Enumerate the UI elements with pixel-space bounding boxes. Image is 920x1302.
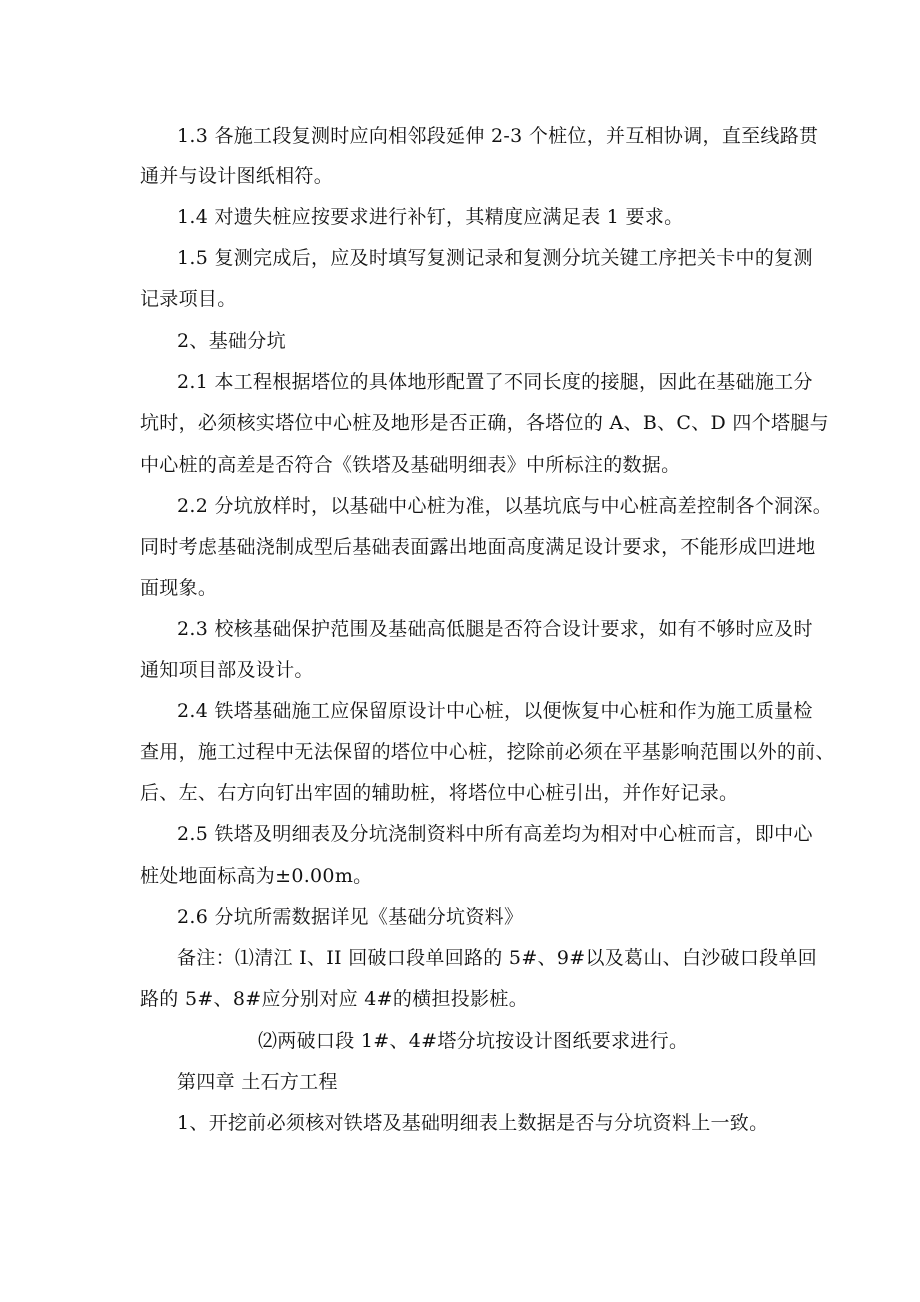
paragraph-2-1-line-1: 2.1 本工程根据塔位的具体地形配置了不同长度的接腿，因此在基础施工分 [177,371,813,393]
note-line-2: 路的 5#、8#应分别对应 4#的横担投影桩。 [140,988,529,1010]
paragraph-2-6: 2.6 分坑所需数据详见《基础分坑资料》 [177,906,524,928]
paragraph-1-5-line-1: 1.5 复测完成后，应及时填写复测记录和复测分坑关键工序把关卡中的复测 [177,247,813,269]
paragraph-1-5-line-2: 记录项目。 [140,288,237,310]
paragraph-2-4-line-1: 2.4 铁塔基础施工应保留原设计中心桩，以便恢复中心桩和作为施工质量检 [177,700,813,722]
paragraph-2-3-line-2: 通知项目部及设计。 [140,659,314,681]
paragraph-1-3-line-2: 通并与设计图纸相符。 [140,165,334,187]
paragraph-2-1-line-3: 中心桩的高差是否符合《铁塔及基础明细表》中所标注的数据。 [140,454,681,476]
paragraph-ch4-1: 1、开挖前必须核对铁塔及基础明细表上数据是否与分坑资料上一致。 [177,1112,769,1134]
paragraph-2-4-line-3: 后、左、右方向钉出牢固的辅助桩，将塔位中心桩引出，并作好记录。 [140,782,739,804]
paragraph-2-1-line-2: 坑时，必须核实塔位中心桩及地形是否正确，各塔位的 A、B、C、D 四个塔腿与 [140,412,829,434]
paragraph-2-2-line-1: 2.2 分坑放样时，以基础中心桩为准，以基坑底与中心桩高差控制各个洞深。 [177,495,833,517]
note-line-1: 备注：⑴清江 I、II 回破口段单回路的 5#、9#以及葛山、白沙破口段单回 [177,947,818,969]
paragraph-2-5-line-2: 桩处地面标高为±0.00m。 [140,865,373,887]
paragraph-1-3-line-1: 1.3 各施工段复测时应向相邻段延伸 2-3 个桩位，并互相协调，直至线路贯 [177,125,819,147]
section-heading-foundation-layout: 2、基础分坑 [177,330,286,352]
paragraph-2-3-line-1: 2.3 校核基础保护范围及基础高低腿是否符合设计要求，如有不够时应及时 [177,618,813,640]
paragraph-2-4-line-2: 查用，施工过程中无法保留的塔位中心桩，挖除前必须在平基影响范围以外的前、 [140,741,835,763]
note-line-3: ⑵两破口段 1#、4#塔分坑按设计图纸要求进行。 [258,1030,689,1052]
paragraph-2-2-line-3: 面现象。 [140,577,218,599]
paragraph-2-5-line-1: 2.5 铁塔及明细表及分坑浇制资料中所有高差均为相对中心桩而言，即中心 [177,823,813,845]
paragraph-1-4: 1.4 对遗失桩应按要求进行补钉，其精度应满足表 1 要求。 [177,206,684,228]
paragraph-2-2-line-2: 同时考虑基础浇制成型后基础表面露出地面高度满足设计要求，不能形成凹进地 [140,536,816,558]
chapter-heading-earthwork: 第四章 土石方工程 [177,1071,338,1093]
